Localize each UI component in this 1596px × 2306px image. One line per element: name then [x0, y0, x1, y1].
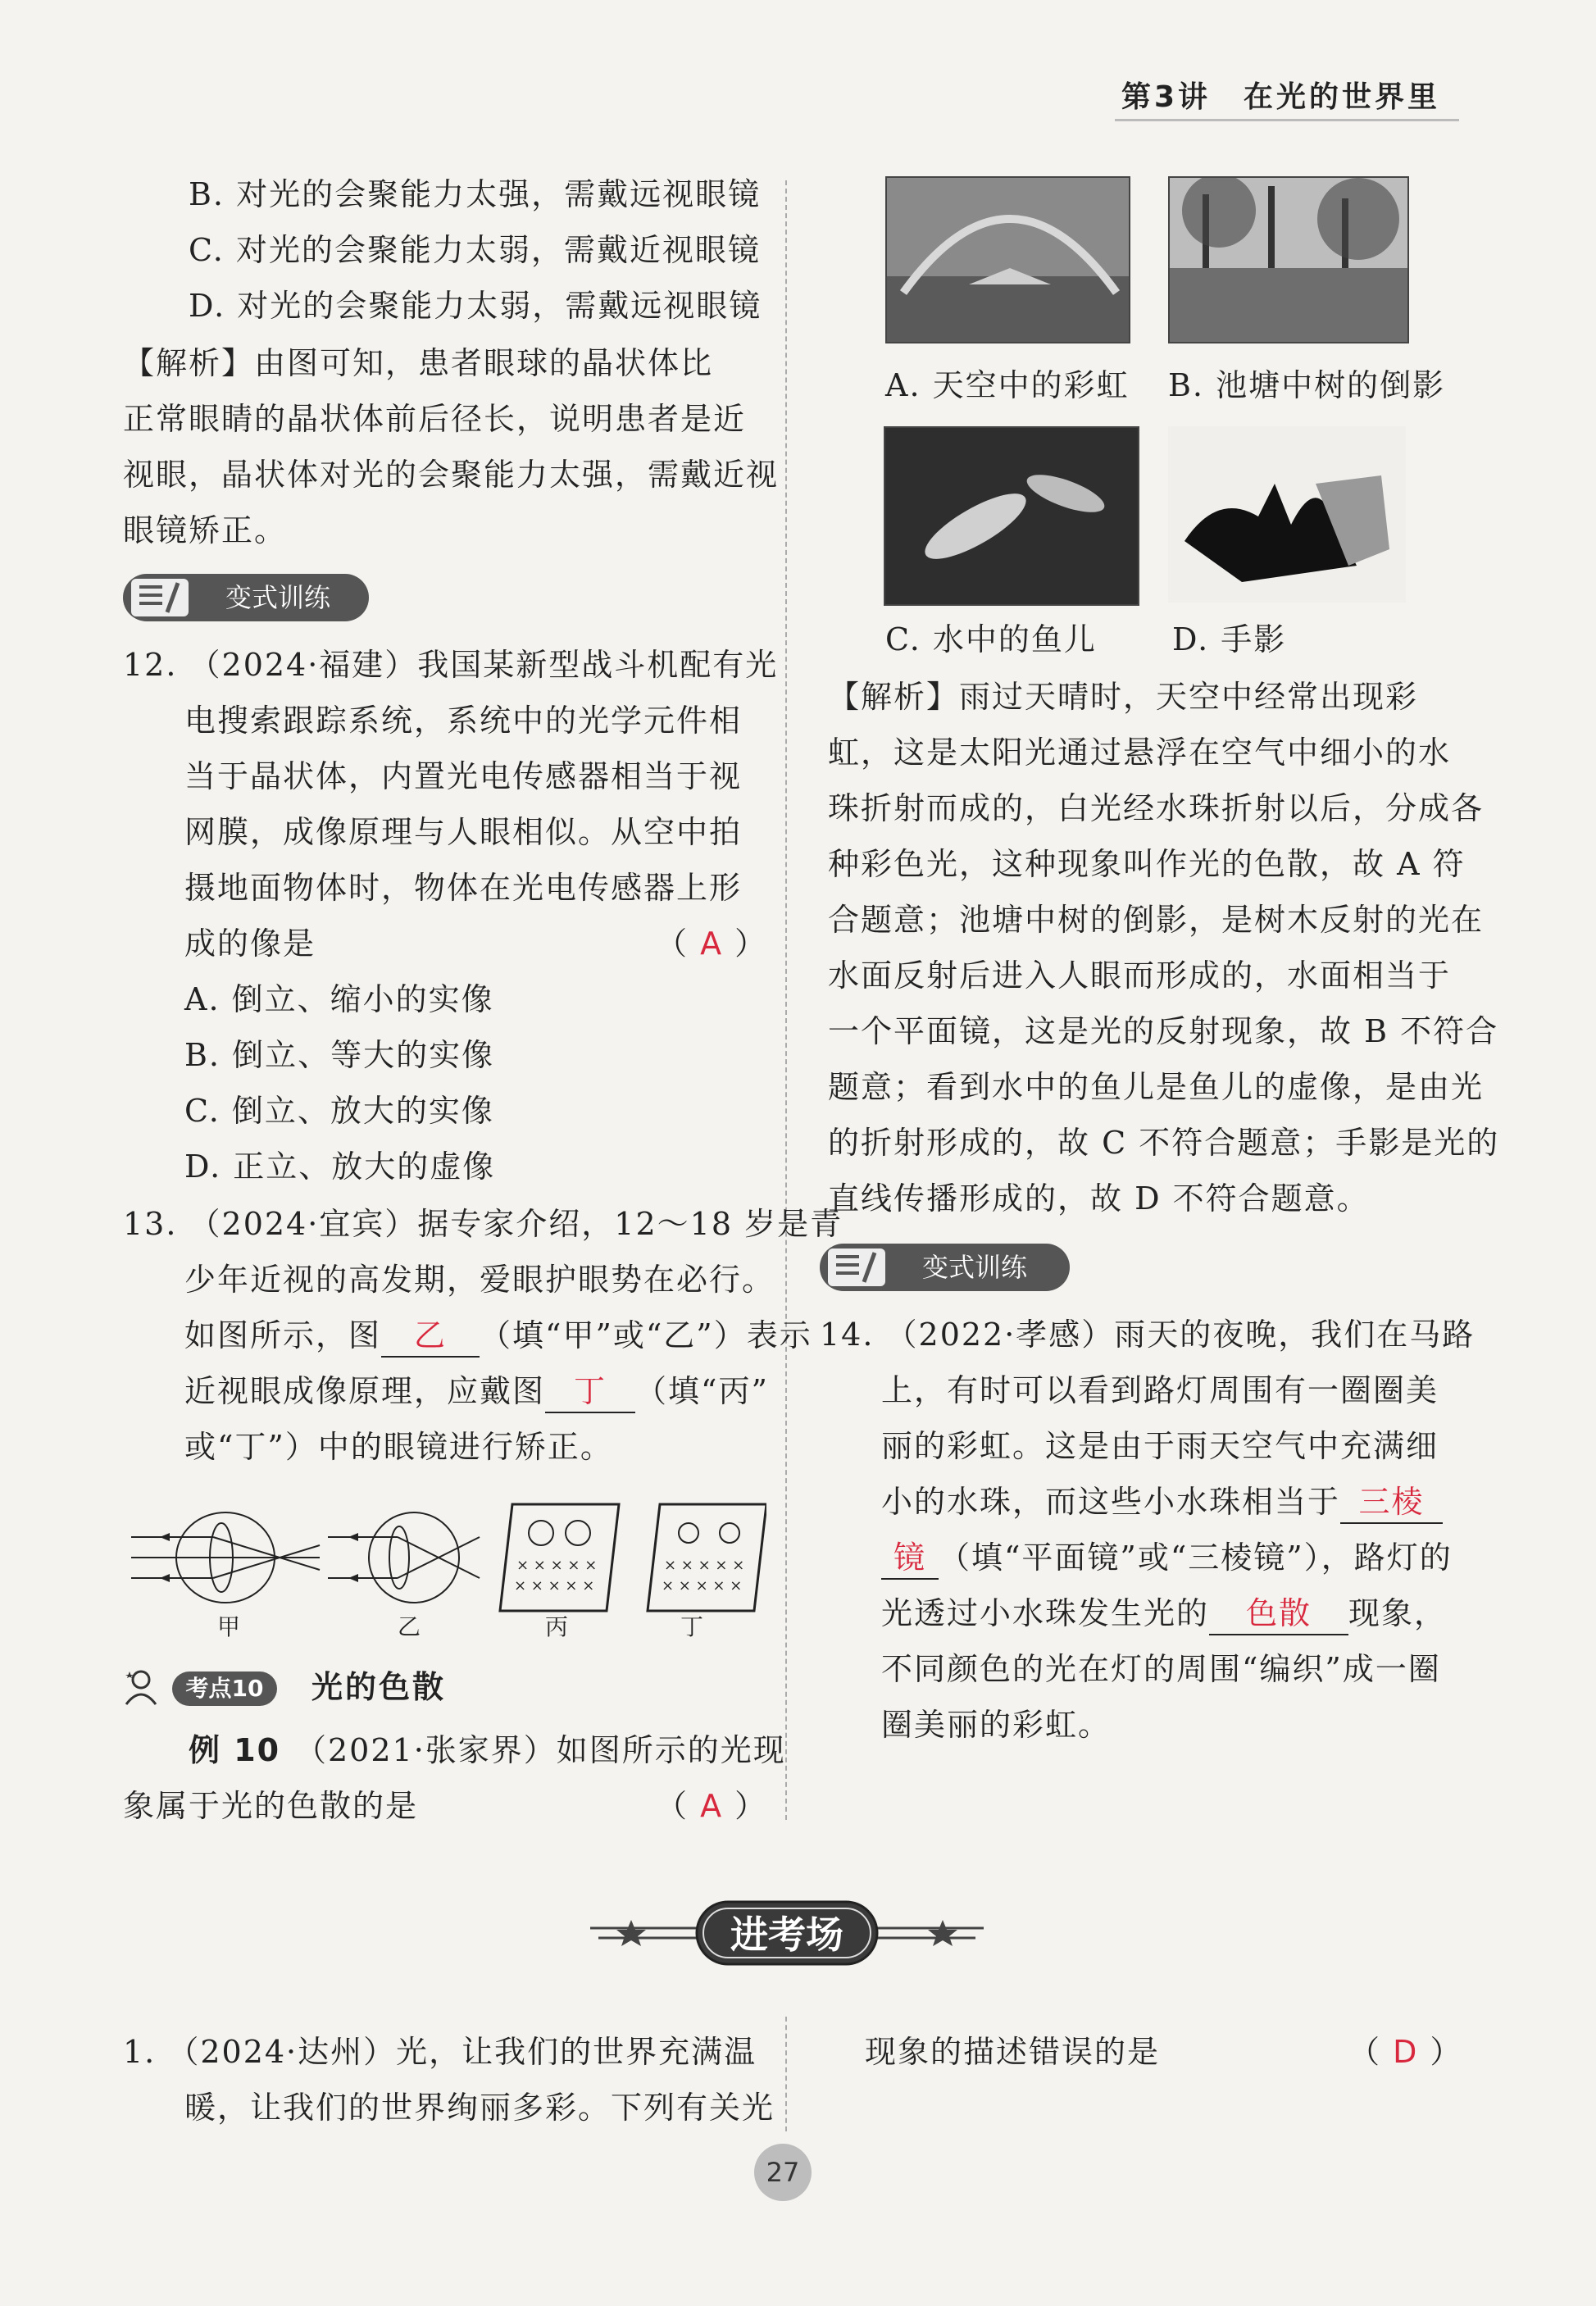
column-divider-bottom [785, 2017, 787, 2131]
svg-text:× × × × ×: × × × × × [516, 1557, 598, 1574]
column-divider [785, 180, 787, 1820]
bottom-q1-right: 现象的描述错误的是 [865, 2034, 1161, 2070]
q12-line-6: 成的像是 [184, 926, 316, 962]
q14-answer-1b: 镜 [881, 1537, 939, 1580]
q12-line-1: 12. （2024·福建）我国某新型战斗机配有光 [123, 647, 779, 683]
book-icon [131, 579, 189, 616]
q13-line-3: 如图所示，图 乙 （填“甲”或“乙”）表示 [184, 1315, 812, 1358]
analysis-2-line-2: 虹，这是太阳光通过悬浮在空气中细小的水 [828, 735, 1452, 771]
q12-answer-bracket: （ A ） [656, 926, 768, 962]
fig-label-yi: 乙 [398, 1613, 423, 1640]
bottom-q1-answer-bracket: （ D ） [1348, 2034, 1463, 2070]
caption-a: A. 天空中的彩虹 [885, 367, 1130, 403]
analysis-2-line-6: 水面反射后进入人眼而形成的，水面相当于 [828, 957, 1452, 994]
svg-text:× × × × ×: × × × × × [514, 1577, 595, 1594]
page-number: 27 [754, 2144, 812, 2201]
analysis-2-line-5: 合题意；池塘中树的倒影，是树木反射的光在 [828, 902, 1485, 938]
q13-answer-2: 丁 [545, 1371, 635, 1413]
analysis-2-line-1: 【解析】雨过天晴时，天空中经常出现彩 [828, 679, 1419, 715]
q13-line-1: 13. （2024·宜宾）据专家介绍，12～18 岁是青 [123, 1206, 843, 1242]
svg-text:× × × × ×: × × × × × [664, 1557, 745, 1574]
hand-shadow-photo [1168, 426, 1406, 603]
q14-line-1: 14. （2022·孝感）雨天的夜晚，我们在马路 [820, 1317, 1476, 1353]
q12-option-c: C. 倒立、放大的实像 [184, 1093, 494, 1129]
svg-text:× × × × ×: × × × × × [662, 1577, 743, 1594]
analysis-1-line-4: 眼镜矫正。 [123, 512, 288, 548]
chapter-header: 第3讲 在光的世界里 [1121, 80, 1440, 114]
q12-option-d: D. 正立、放大的虚像 [184, 1148, 496, 1185]
q12-line-2: 电搜索跟踪系统，系统中的光学元件相 [184, 703, 743, 739]
q12-option-a: A. 倒立、缩小的实像 [184, 981, 494, 1017]
eye-diagram-jia [131, 1512, 320, 1603]
analysis-2-line-7: 一个平面镜，这是光的反射现象，故 B 不符合 [828, 1013, 1499, 1049]
example-10-line-2: 象属于光的色散的是 [123, 1788, 419, 1824]
q14-answer-2: 色散 [1209, 1593, 1348, 1635]
bottom-q1-line-2: 暖，让我们的世界绚丽多彩。下列有关光 [184, 2090, 775, 2126]
analysis-1-line-3: 视眼，晶状体对光的会聚能力太强，需戴近视 [123, 457, 780, 493]
q12-line-5: 摄地面物体时，物体在光电传感器上形 [184, 870, 743, 906]
example-10-answer-bracket: （ A ） [656, 1788, 768, 1824]
q14-line-3: 丽的彩虹。这是由于雨天空气中充满细 [881, 1428, 1439, 1464]
analysis-2-line-9: 的折射形成的，故 C 不符合题意；手影是光的 [828, 1125, 1500, 1161]
caption-d: D. 手影 [1172, 621, 1287, 657]
pond-reflection-photo [1168, 176, 1409, 343]
q14-answer-1a: 三棱 [1340, 1481, 1443, 1524]
q14-line-7: 不同颜色的光在灯的周围“编织”成一圈 [881, 1651, 1441, 1687]
option-d-prev: D. 对光的会聚能力太弱，需戴远视眼镜 [189, 288, 762, 324]
student-icon [123, 1668, 164, 1706]
analysis-2-line-10: 直线传播形成的，故 D 不符合题意。 [828, 1180, 1370, 1217]
glasses-diagram-bing [500, 1504, 619, 1611]
variant-training-tag-1: 变式训练 [123, 574, 369, 621]
q13-line-4: 近视眼成像原理，应戴图 丁 （填“丙” [184, 1371, 769, 1413]
fish-photo [884, 426, 1139, 606]
q12-line-3: 当于晶状体，内置光电传感器相当于视 [184, 758, 743, 794]
q14-line-6: 光透过小水珠发生光的 色散 现象， [881, 1593, 1447, 1635]
analysis-2-line-4: 种彩色光，这种现象叫作光的色散，故 A 符 [828, 846, 1466, 882]
jin-kao-chang-banner [590, 1895, 984, 1969]
q14-line-4: 小的水珠，而这些小水珠相当于 三棱 [881, 1481, 1443, 1524]
example-10-line-1: （2021·张家界）如图所示的光现 [295, 1732, 786, 1768]
analysis-1-line-2: 正常眼睛的晶状体前后径长，说明患者是近 [123, 401, 747, 437]
bottom-q1-line-1: 1. （2024·达州）光，让我们的世界充满温 [123, 2034, 757, 2070]
analysis-2-line-8: 题意；看到水中的鱼儿是鱼儿的虚像，是由光 [828, 1069, 1485, 1105]
option-c-prev: C. 对光的会聚能力太弱，需戴近视眼镜 [189, 232, 761, 268]
q14-line-5: 镜 （填“平面镜”或“三棱镜”），路灯的 [881, 1537, 1453, 1580]
book-icon [828, 1249, 885, 1286]
analysis-1-line-1: 【解析】由图可知，患者眼球的晶状体比 [123, 345, 714, 381]
caption-b: B. 池塘中树的倒影 [1168, 367, 1446, 403]
q13-line-2: 少年近视的高发期，爱眼护眼势在必行。 [184, 1262, 775, 1298]
q13-answer-1: 乙 [381, 1315, 480, 1358]
example-10-label: 例 10 [189, 1732, 281, 1768]
banner-text: 进考场 [730, 1913, 843, 1957]
q14-line-8: 圈美丽的彩虹。 [881, 1707, 1112, 1743]
fig-label-bing: 丙 [545, 1613, 571, 1640]
analysis-2-line-3: 珠折射而成的，白光经水珠折射以后，分成各 [828, 790, 1485, 826]
eye-diagram-yi [328, 1512, 480, 1603]
header-rule [1115, 119, 1459, 121]
q12-option-b: B. 倒立、等大的实像 [184, 1037, 495, 1073]
option-b-prev: B. 对光的会聚能力太强，需戴远视眼镜 [189, 176, 762, 212]
kaodian-badge: 考点10 [172, 1672, 277, 1706]
fig-label-ding: 丁 [680, 1613, 706, 1640]
glasses-diagram-ding [648, 1504, 766, 1611]
rainbow-photo [885, 176, 1130, 343]
q13-line-5: 或“丁”）中的眼镜进行矫正。 [184, 1429, 613, 1465]
kaodian-title: 光的色散 [311, 1669, 447, 1705]
fig-label-jia: 甲 [217, 1613, 243, 1640]
variant-training-tag-2: 变式训练 [820, 1244, 1070, 1291]
q14-line-2: 上，有时可以看到路灯周围有一圈圈美 [881, 1372, 1439, 1408]
caption-c: C. 水中的鱼儿 [885, 621, 1097, 657]
q12-line-4: 网膜，成像原理与人眼相似。从空中拍 [184, 814, 743, 850]
